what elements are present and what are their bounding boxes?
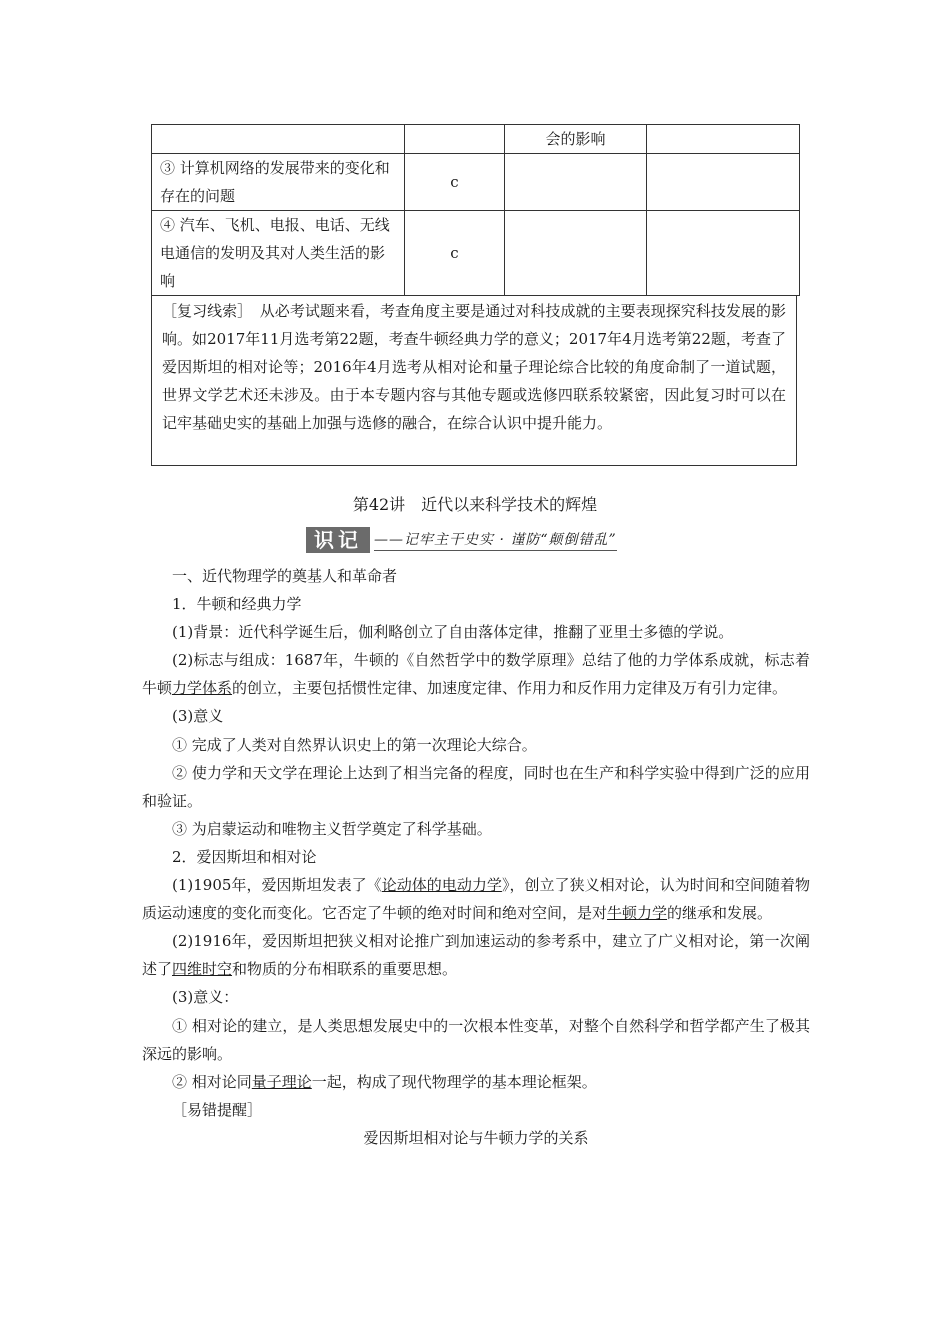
paragraph: ① 相对论的建立，是人类思想发展史中的一次根本性变革，对整个自然科学和哲学都产生了极其深远的影响。 <box>142 1016 810 1063</box>
key-term: 论动体的电动力学 <box>381 876 502 895</box>
error-reminder-label: ［易错提醒］ <box>172 1100 263 1119</box>
table-row <box>152 211 800 296</box>
subsection-heading: 2．爱因斯坦和相对论 <box>172 847 317 866</box>
table-cell-level: c <box>405 211 505 296</box>
review-label: ［复习线索］ <box>162 302 245 320</box>
lesson-content <box>142 562 810 1152</box>
paragraph: ② 相对论同量子理论一起，构成了现代物理学的基本理论框架。 <box>172 1072 597 1091</box>
key-term: 力学体系 <box>172 679 233 698</box>
topics-table <box>151 124 800 296</box>
table-cell-requirement <box>505 154 647 211</box>
banner-label: 识记 <box>306 527 370 553</box>
key-term: 四维时空 <box>172 960 233 979</box>
paragraph: ③ 为启蒙运动和唯物主义哲学奠定了科学基础。 <box>172 819 492 838</box>
table-cell-topic: ④ 汽车、飞机、电报、电话、无线电通信的发明及其对人类生活的影响 <box>152 211 405 296</box>
key-term: 牛顿力学 <box>607 904 668 923</box>
table-cell-extra <box>647 211 800 296</box>
review-clues-box <box>151 295 797 466</box>
paragraph: (3)意义 <box>172 707 224 726</box>
paragraph: (1)1905年，爱因斯坦发表了《论动体的电动力学》，创立了狭义相对论，认为时间和空间随着物质运动速度的变化而变化。它否定了牛顿的绝对时间和绝对空间，是对牛顿力学的继承和发展。 <box>142 876 810 923</box>
table-cell-level: c <box>405 154 505 211</box>
section-heading: 一、近代物理学的奠基人和革命者 <box>172 567 398 585</box>
memorize-banner <box>306 527 617 553</box>
paragraph: (1)背景：近代科学诞生后，伽利略创立了自由落体定律，推翻了亚里士多德的学说。 <box>172 623 734 642</box>
subtitle-heading: 爱因斯坦相对论与牛顿力学的关系 <box>363 1128 589 1147</box>
table-cell-extra <box>647 154 800 211</box>
table-cell-requirement <box>505 211 647 296</box>
paragraph: ① 完成了人类对自然界认识史上的第一次理论大综合。 <box>172 735 537 754</box>
key-term: 量子理论 <box>251 1072 312 1091</box>
table-cell-topic <box>152 125 405 154</box>
table-cell-requirement: 会的影响 <box>505 125 647 154</box>
table-row <box>152 154 800 211</box>
lecture-title: 第42讲 近代以来科学技术的辉煌 <box>352 495 598 514</box>
paragraph: ② 使力学和天文学在理论上达到了相当完备的程度，同时也在生产和科学实验中得到广泛的应用和验证。 <box>142 763 810 810</box>
paragraph: (2)1916年，爱因斯坦把狭义相对论推广到加速运动的参考系中，建立了广义相对论，第一次阐述了四维时空和物质的分布相联系的重要思想。 <box>142 932 810 979</box>
table-row <box>152 125 800 154</box>
paragraph: (3)意义： <box>172 988 239 1007</box>
subsection-heading: 1．牛顿和经典力学 <box>172 595 302 614</box>
review-text: 从必考试题来看，考查角度主要是通过对科技成就的主要表现探究科技发展的影响。如2017年11月选考第22题，考查牛顿经典力学的意义；2017年4月选考第22题，考查了爱因斯坦的相对论等；2016年4月选考从相对论和量子理论综合比较的角度命制了一道试题，世界文学艺术还未涉及。由于本专题内容与其他专题或选修四联系较紧密，因此复习时可以在记牢基础史实的基础上加强与选修的融合，在综合认识中提升能力。 <box>162 302 786 432</box>
table-cell-topic: ③ 计算机网络的发展带来的变化和存在的问题 <box>152 154 405 211</box>
table-cell-extra <box>647 125 800 154</box>
banner-subtitle: ——记牢主干史实 · 谨防“颠倒错乱” <box>374 529 617 551</box>
table-cell-level <box>405 125 505 154</box>
paragraph: (2)标志与组成：1687年，牛顿的《自然哲学中的数学原理》总结了他的力学体系成就，标志着牛顿力学体系的创立，主要包括惯性定律、加速度定律、作用力和反作用力定律及万有引力定律。 <box>142 651 810 698</box>
